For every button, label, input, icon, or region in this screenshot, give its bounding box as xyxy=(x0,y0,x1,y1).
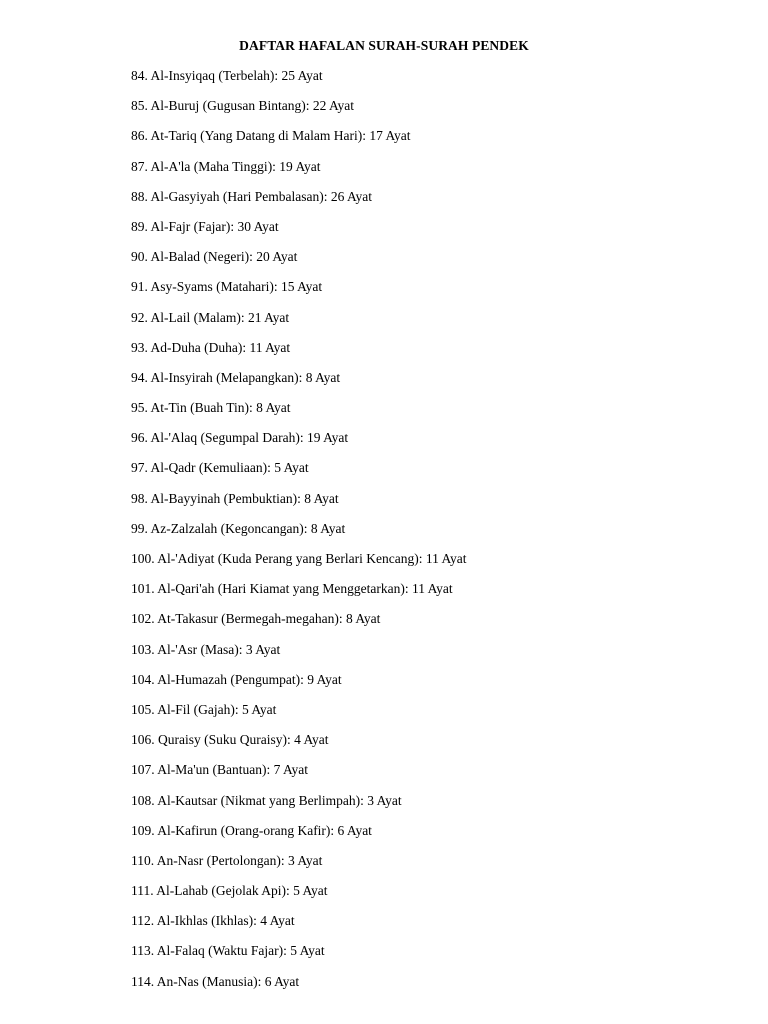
list-item: 90. Al-Balad (Negeri): 20 Ayat xyxy=(131,249,298,265)
list-item: 84. Al-Insyiqaq (Terbelah): 25 Ayat xyxy=(131,68,323,83)
list-item: 108. Al-Kautsar (Nikmat yang Berlimpah): 3 Ayat xyxy=(131,792,402,808)
surah-list xyxy=(131,67,466,1003)
list-item: 111. Al-Lahab (Gejolak Api): 5 Ayat xyxy=(131,883,328,899)
list-item: 99. Az-Zalzalah (Kegoncangan): 8 Ayat xyxy=(131,520,346,536)
list-item: 106. Quraisy (Suku Quraisy): 4 Ayat xyxy=(131,732,329,748)
list-item: 104. Al-Humazah (Pengumpat): 9 Ayat xyxy=(131,671,342,687)
list-item: 107. Al-Ma'un (Bantuan): 7 Ayat xyxy=(131,762,309,778)
list-item: 113. Al-Falaq (Waktu Fajar): 5 Ayat xyxy=(131,943,325,959)
list-item: 110. An-Nasr (Pertolongan): 3 Ayat xyxy=(131,852,323,868)
list-item: 96. Al-'Alaq (Segumpal Darah): 19 Ayat xyxy=(131,430,349,446)
list-item: 94. Al-Insyirah (Melapangkan): 8 Ayat xyxy=(131,369,341,385)
list-item: 103. Al-'Asr (Masa): 3 Ayat xyxy=(131,641,281,657)
list-item: 109. Al-Kafirun (Orang-orang Kafir): 6 Ayat xyxy=(131,822,372,838)
list-item: 92. Al-Lail (Malam): 21 Ayat xyxy=(131,309,290,325)
list-item: 86. At-Tariq (Yang Datang di Malam Hari): 17 Ayat xyxy=(131,128,411,144)
list-item: 91. Asy-Syams (Matahari): 15 Ayat xyxy=(131,279,323,295)
page-title: DAFTAR HAFALAN SURAH-SURAH PENDEK xyxy=(239,38,529,53)
list-item: 88. Al-Gasyiyah (Hari Pembalasan): 26 Ayat xyxy=(131,188,372,204)
list-item: 93. Ad-Duha (Duha): 11 Ayat xyxy=(131,339,291,355)
list-item: 89. Al-Fajr (Fajar): 30 Ayat xyxy=(131,218,279,234)
list-item: 95. At-Tin (Buah Tin): 8 Ayat xyxy=(131,400,291,416)
list-item: 87. Al-A'la (Maha Tinggi): 19 Ayat xyxy=(131,158,321,174)
list-item: 102. At-Takasur (Bermegah-megahan): 8 Ayat xyxy=(131,611,381,627)
list-item: 97. Al-Qadr (Kemuliaan): 5 Ayat xyxy=(131,460,309,476)
list-item: 100. Al-'Adiyat (Kuda Perang yang Berlari Kencang): 11 Ayat xyxy=(131,551,467,566)
list-item: 101. Al-Qari'ah (Hari Kiamat yang Menggetarkan): 11 Ayat xyxy=(131,581,453,597)
list-item: 98. Al-Bayyinah (Pembuktian): 8 Ayat xyxy=(131,490,339,506)
list-item: 112. Al-Ikhlas (Ikhlas): 4 Ayat xyxy=(131,913,295,929)
list-item: 105. Al-Fil (Gajah): 5 Ayat xyxy=(131,701,277,717)
list-item: 85. Al-Buruj (Gugusan Bintang): 22 Ayat xyxy=(131,98,354,114)
list-item: 114. An-Nas (Manusia): 6 Ayat xyxy=(131,973,300,989)
